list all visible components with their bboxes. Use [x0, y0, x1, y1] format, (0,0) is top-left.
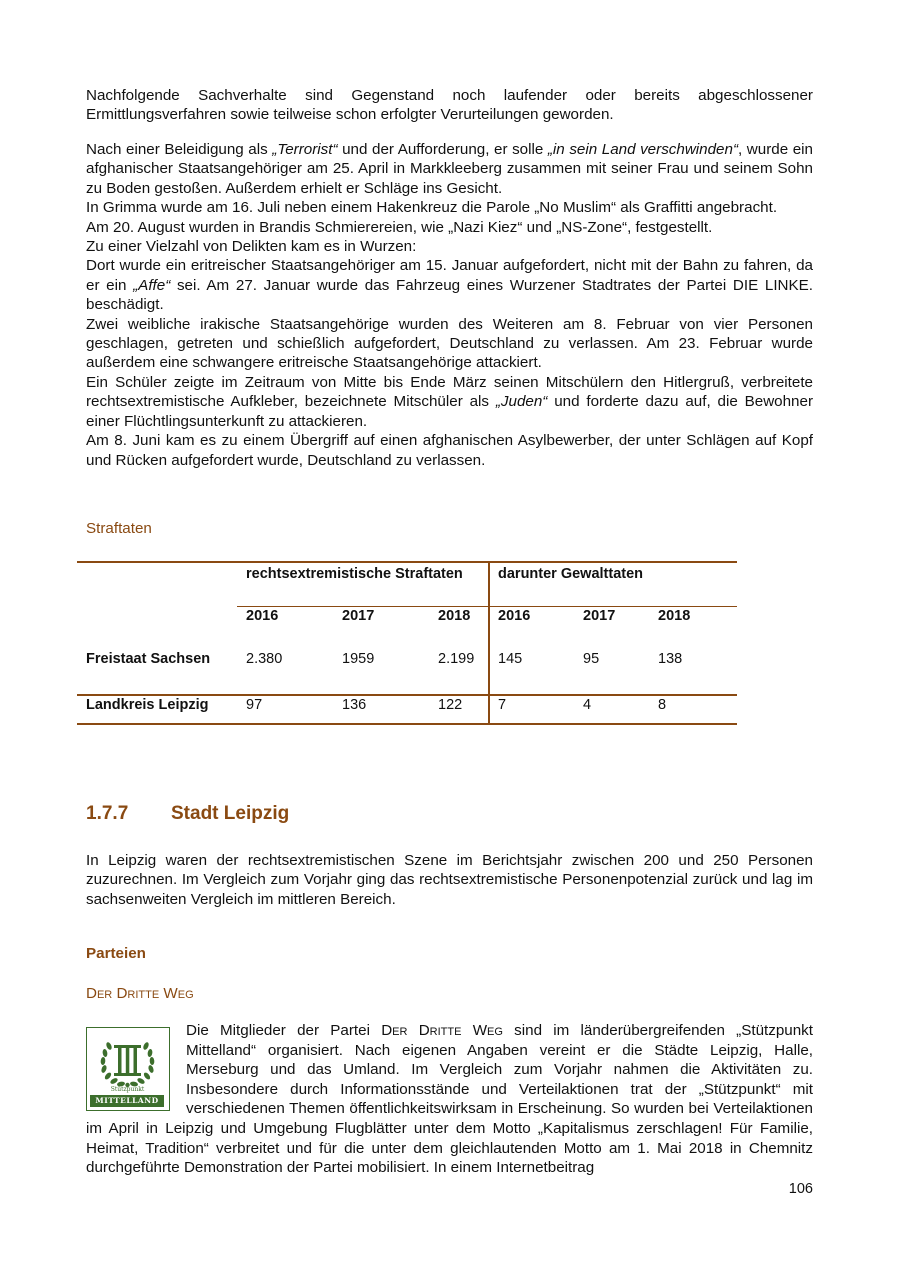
table-year-row [77, 606, 737, 640]
year-header: 2016 [489, 606, 575, 640]
table-row [77, 695, 737, 724]
row-label: Landkreis Leipzig [77, 695, 237, 724]
incident-paragraph: Ein Schüler zeigte im Zeitraum von Mitte bis Ende März seinen Mitschülern den Hitlergruß, verbreitete rechtsextremistische Aufkleber, bezeichnete Mitschüler als „Juden“ und forderte dazu auf, die Bewohner einer Flüchtlingsunterkunft zu attackieren. [86, 373, 814, 430]
table-cell: 122 [429, 695, 489, 724]
table-cell: 4 [575, 695, 650, 724]
year-header: 2017 [342, 607, 375, 624]
party-heading-text: Der Dritte Weg [86, 985, 194, 1002]
section-number: 1.7.7 [86, 803, 129, 824]
table-cell: 2.199 [438, 651, 475, 667]
incident-paragraph: Zwei weibliche irakische Staatsangehörige wurden des Weiteren am 8. Februar von vier Personen geschlagen, getreten und schießlich aufgefordert, Deutschland zu verlassen. Am 23. Februar wurde außerdem eine schwangere eritreische Staatsangehörige attackiert. [86, 315, 813, 372]
section-heading [86, 803, 289, 825]
intro-text: Nachfolgende Sachverhalte sind Gegenstand noch laufender oder bereits abgeschlossener Ermittlungsverfahren sowie teilweise schon erfolgter Verurteilungen geworden. [86, 87, 813, 124]
incident-paragraph: Zu einer Vielzahl von Delikten kam es in Wurzen: [86, 238, 417, 256]
table-cell: 145 [489, 640, 575, 695]
page-number: 106 [788, 1181, 813, 1197]
incidents-block [86, 140, 813, 470]
section-paragraph [86, 851, 813, 909]
intro-paragraph [86, 86, 813, 125]
year-header: 2018 [658, 607, 691, 624]
table-cell: 7 [489, 695, 575, 724]
subheading-parteien: Parteien [86, 945, 146, 962]
party-paragraph: Die Mitglieder der Partei Der Dritte Weg sind im länderübergreifenden „Stützpunkt Mittelland“ organisiert. Nach eigenen Angaben vereint er die Städte Leipzig, Halle, Merseburg und das Umland. Im Vergleich zum Vorjahr nahmen die Aktivitäten zu. Insbesondere durch Informationsstände und Verteilaktionen trat der „Stützpunkt“ mit verschiedenen Themen öffentlichkeitswirksam in Erscheinung. So wurden bei Verteilaktionen im April in Leipzig und Umgebung Flugblätter unter dem Motto „Kapitalismus zerschlagen! Für Familie, Heimat, Tradition“ verbreitet und für die unter dem gleichlautenden Motto am 1. Mai 2018 in Chemnitz durchgeführte Demonstration der Partei mobilisiert. In einem Internetbeitrag [86, 1022, 813, 1177]
party-name: Der Dritte Weg [381, 1022, 503, 1039]
section-title: Stadt Leipzig [171, 803, 290, 824]
row-label: Freistaat Sachsen [86, 651, 211, 667]
year-header: 2016 [246, 607, 279, 624]
incident-paragraph: In Grimma wurde am 16. Juli neben einem Hakenkreuz die Parole „No Muslim“ als Graffitti angebracht. [86, 199, 778, 217]
incident-paragraph: Am 8. Juni kam es zu einem Übergriff auf einen afghanischen Asylbewerber, der unter Schlägen auf Kopf und Rücken aufgefordert wurde, Deutschland zu verlassen. [86, 432, 813, 469]
table-row [77, 640, 737, 695]
section-text: In Leipzig waren der rechtsextremistischen Szene im Berichtsjahr zwischen 200 und 250 Personen zuzurechnen. Im Vergleich zum Vorjahr ging das rechtsextremistische Personenpotenzial zurück und lag im sachsenweiten Vergleich im mittleren Bereich. [86, 852, 813, 908]
table-cell: 95 [583, 651, 600, 667]
year-header: 2017 [583, 607, 616, 624]
table-cell: 8 [650, 695, 737, 724]
party-heading [86, 985, 194, 1002]
table-group-header-row [77, 562, 737, 606]
logo-caption: MITTELLAND [90, 1095, 164, 1107]
incident-paragraph: Am 20. August wurden in Brandis Schmierereien, wie „Nazi Kiez“ und „NS-Zone“, festgestellt. [86, 218, 713, 236]
table-cell: 97 [237, 695, 333, 724]
statistics-table [77, 561, 737, 725]
logo-caption-small: Stützpunkt [110, 1086, 145, 1093]
table-cell: 1959 [342, 651, 375, 667]
group-header-gewalttaten: darunter Gewalttaten [489, 562, 737, 606]
year-header: 2018 [438, 607, 471, 624]
incident-paragraph: Nach einer Beleidigung als „Terrorist“ und der Aufforderung, er solle „in sein Land verschwinden“, wurde ein afghanischer Staatsangehöriger am 25. April in Markkleeberg zusammen mit seiner Frau und seinem Sohn zu Boden gestoßen. Außerdem erhielt er Schläge ins Gesicht. [86, 141, 813, 197]
table-cell: 138 [658, 651, 683, 667]
incident-paragraph: Dort wurde ein eritreischer Staatsangehöriger am 15. Januar aufgefordert, nicht mit der Bahn zu fahren, da er ein „Affe“ sei. Am 27. Januar wurde das Fahrzeug eines Wurzener Stadtrates der Partei DIE LINKE. beschädigt. [86, 257, 813, 314]
group-header-straftaten: rechtsextremistische Straftaten [237, 562, 489, 606]
table-cell: 136 [333, 695, 429, 724]
table-cell: 2.380 [246, 651, 283, 667]
table-caption: Straftaten [86, 520, 152, 537]
